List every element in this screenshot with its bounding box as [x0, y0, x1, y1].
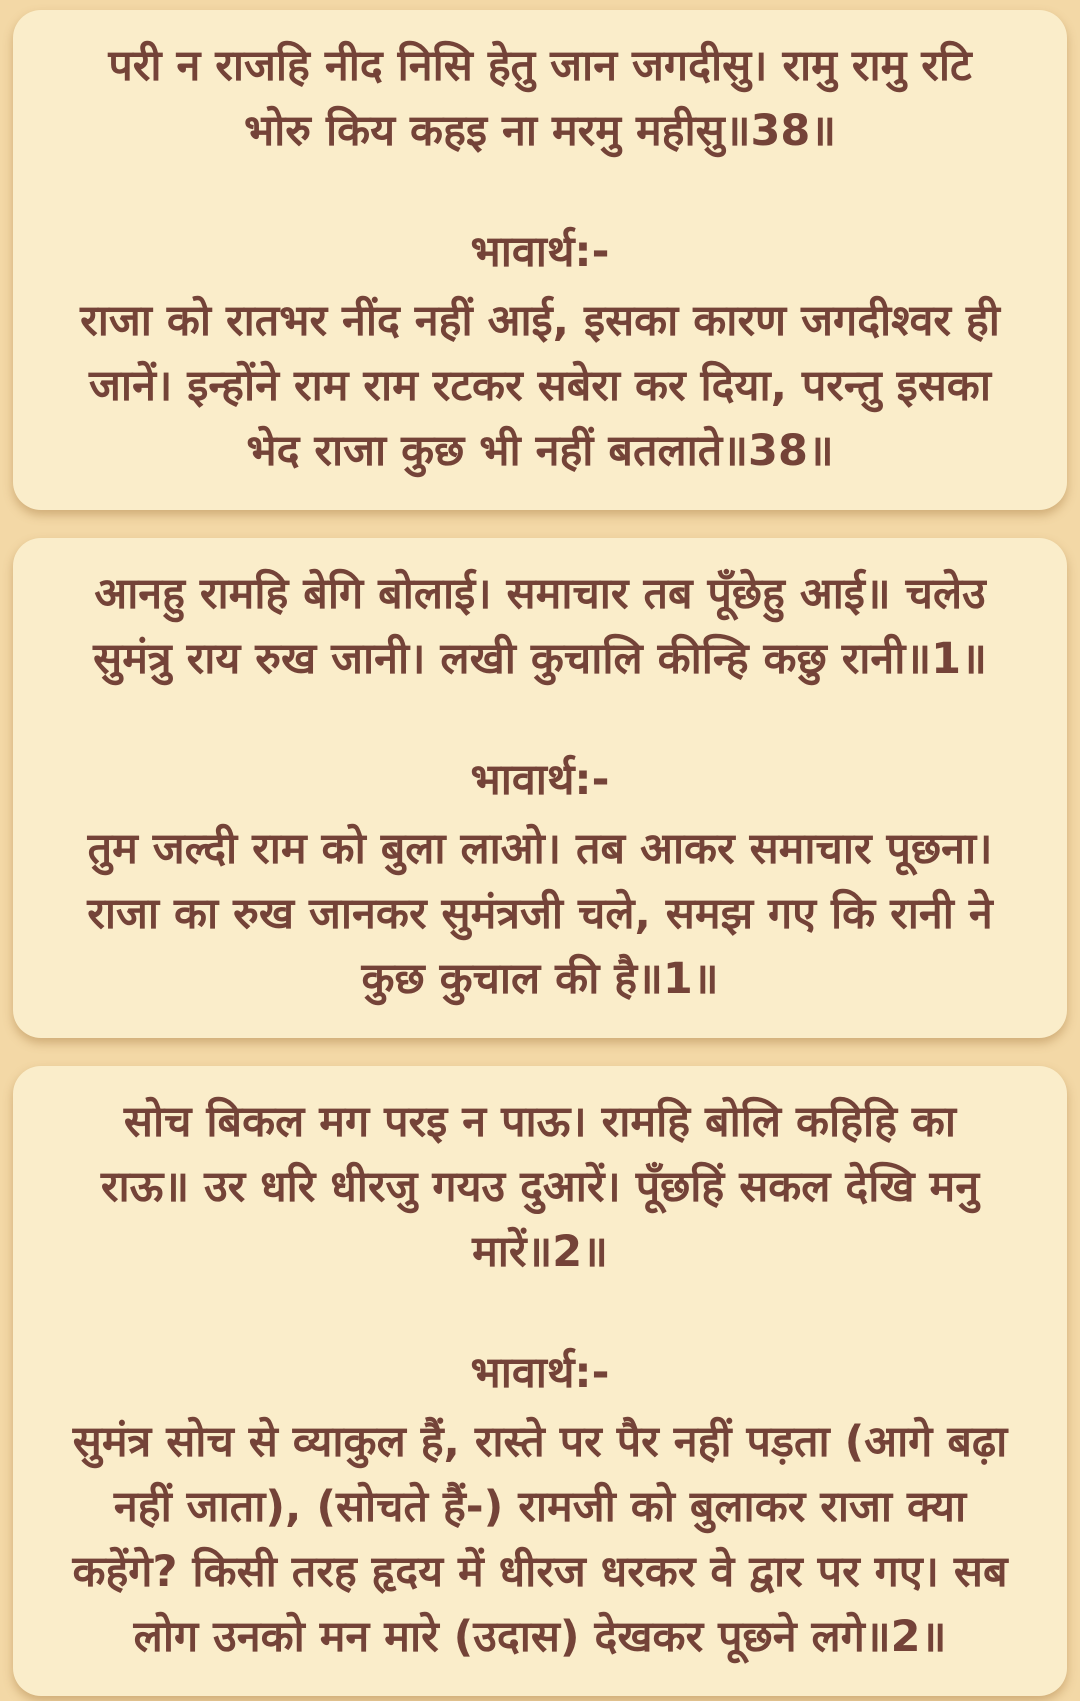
meaning-line: सुमंत्र सोच से व्याकुल हैं, रास्ते पर पैर नहीं पड़ता (आगे बढ़ा: [72, 1417, 1008, 1467]
meaning-line: राजा को रातभर नींद नहीं आई, इसका कारण जगदीश्वर ही: [80, 296, 1000, 346]
meaning-line: तुम जल्दी राम को बुला लाओ। तब आकर समाचार पूछना।: [87, 824, 993, 874]
verse-line: मारें॥2॥: [472, 1227, 608, 1277]
meaning-text: [37, 289, 1043, 484]
verse-line: आनहु रामहि बेगि बोलाई। समाचार तब पूँछेहु आई॥ चलेउ: [94, 569, 986, 619]
verse-text: [37, 34, 1043, 164]
verse-line: भोरु किय कहइ ना मरमु महीसु॥38॥: [243, 106, 837, 156]
verse-text: [37, 562, 1043, 692]
verse-card-2: [13, 1066, 1067, 1696]
meaning-line: राजा का रुख जानकर सुमंत्रजी चले, समझ गए कि रानी ने: [87, 889, 993, 939]
meaning-line: नहीं जाता), (सोचते हैं-) रामजी को बुलाकर राजा क्या: [113, 1482, 967, 1532]
verse-line: सुमंत्रु राय रुख जानी। लखी कुचालि कीन्हि कछु रानी॥1॥: [93, 634, 987, 684]
meaning-line: कहेंगे? किसी तरह हृदय में धीरज धरकर वे द्वार पर गए। सब: [72, 1547, 1008, 1597]
verse-line: परी न राजहि नीद निसि हेतु जान जगदीसु। रामु रामु रटि: [108, 41, 972, 91]
verse-card-38: [13, 10, 1067, 510]
verse-line: सोच बिकल मग परइ न पाऊ। रामहि बोलि कहिहि का: [123, 1097, 957, 1147]
verse-card-1: [13, 538, 1067, 1038]
meaning-line: लोग उनको मन मारे (उदास) देखकर पूछने लगे॥2॥: [133, 1612, 947, 1662]
meaning-text: [37, 817, 1043, 1012]
meaning-line: भेद राजा कुछ भी नहीं बतलाते॥38॥: [246, 426, 834, 476]
bhavarth-heading: भावार्थ:-: [470, 227, 610, 277]
meaning-line: जानें। इन्होंने राम राम रटकर सबेरा कर दिया, परन्तु इसका: [89, 361, 991, 411]
verse-text: [37, 1090, 1043, 1285]
meaning-text: [37, 1410, 1043, 1670]
meaning-line: कुछ कुचाल की है॥1॥: [361, 954, 719, 1004]
bhavarth-heading: भावार्थ:-: [470, 755, 610, 805]
bhavarth-heading: भावार्थ:-: [470, 1348, 610, 1398]
verse-line: राऊ॥ उर धरि धीरजु गयउ दुआरें। पूँछहिं सकल देखि मनु: [100, 1162, 980, 1212]
